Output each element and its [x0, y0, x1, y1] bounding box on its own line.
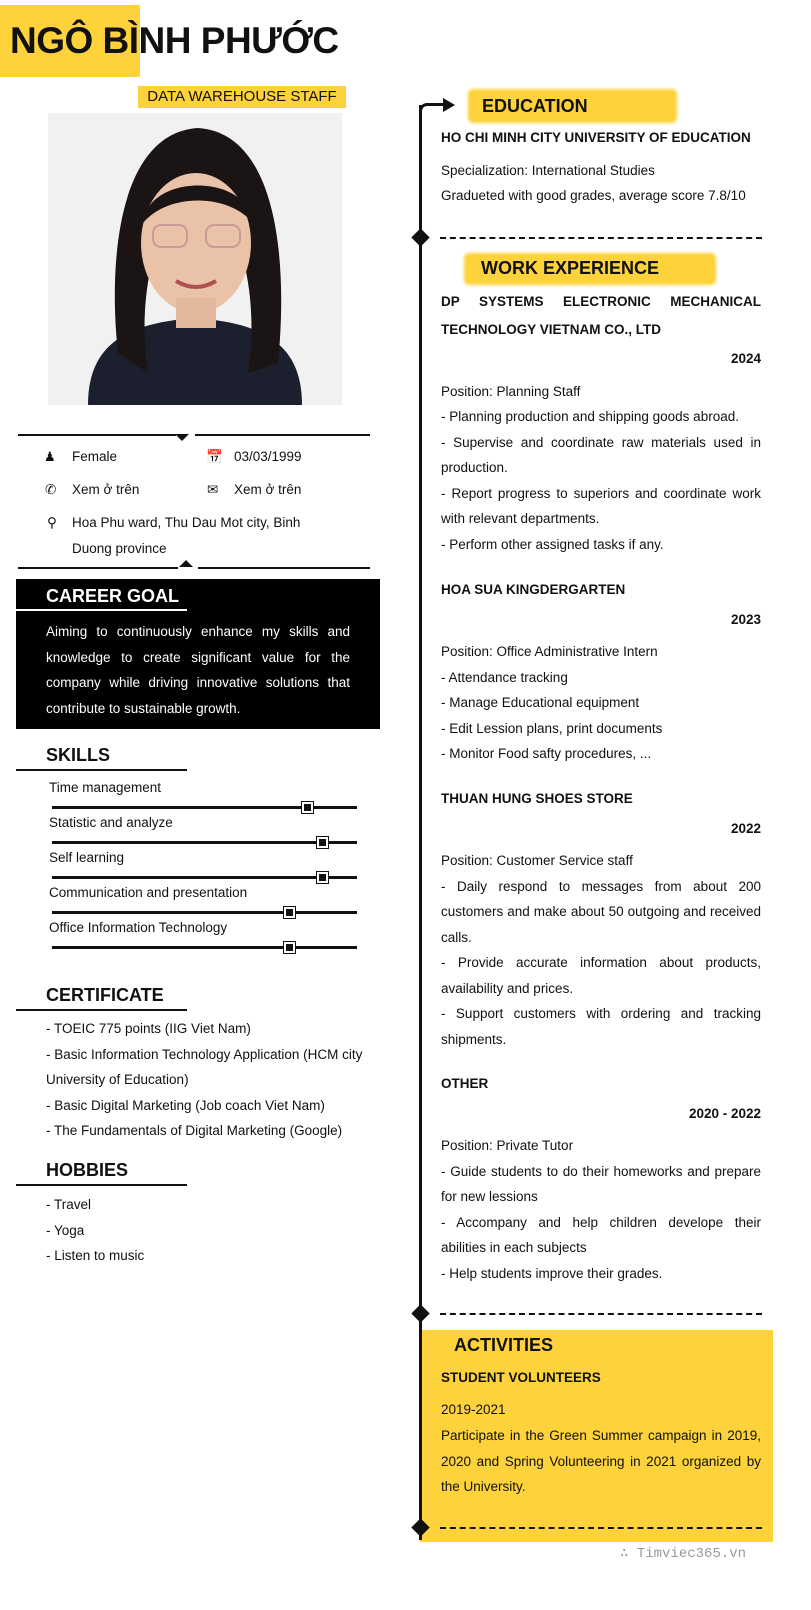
skill-name: Statistic and analyze	[49, 815, 173, 830]
job-task: - Guide students to do their homeworks and prepare for new lessions	[441, 1163, 761, 1204]
job-task: - Supervise and coordinate raw materials used in production.	[441, 434, 761, 475]
timeline-arrow-stem	[419, 103, 443, 115]
timeline-line	[419, 105, 422, 1540]
skill-level-marker	[284, 942, 295, 953]
company-name: THUAN HUNG SHOES STORE	[441, 791, 633, 806]
skill-bar	[52, 806, 357, 809]
job-task: - Support customers with ordering and tracking shipments.	[441, 1006, 761, 1047]
hobby-item: - Travel	[46, 1197, 92, 1212]
watermark: ∴ Timviec365.vn	[620, 1546, 747, 1562]
dashed-divider	[440, 237, 762, 239]
heading-underline	[16, 769, 187, 771]
certificate-item: - TOEIC 775 points (IIG Viet Nam)	[46, 1021, 251, 1036]
job-entry	[441, 786, 761, 1052]
arrow-right-icon	[443, 98, 455, 112]
divider	[18, 434, 176, 436]
dashed-divider	[440, 1313, 762, 1315]
certificate-item: - The Fundamentals of Digital Marketing (Google)	[46, 1123, 343, 1138]
school-name: HO CHI MINH CITY UNIVERSITY OF EDUCATION	[441, 130, 751, 145]
job-task: - Edit Lession plans, print documents	[441, 720, 663, 736]
activity-title: STUDENT VOLUNTEERS	[441, 1370, 601, 1385]
certificate-item: - Basic Information Technology Application (HCM city University of Education)	[46, 1046, 363, 1087]
profile-photo	[48, 113, 342, 405]
calendar-icon: 📅	[206, 449, 223, 464]
job-task: - Monitor Food safty procedures, ...	[441, 746, 652, 761]
hobby-item: - Listen to music	[46, 1248, 145, 1263]
job-task: - Provide accurate information about products, availability and prices.	[441, 955, 761, 996]
skill-level-marker	[317, 872, 328, 883]
triangle-up-icon	[179, 560, 193, 567]
job-entry	[441, 577, 761, 767]
job-year: 2023	[730, 611, 761, 627]
activity-period: 2019-2021	[441, 1402, 506, 1417]
education-line: Specialization: International Studies	[441, 163, 655, 178]
candidate-name: NGÔ BÌNH PHƯỚC	[10, 20, 339, 61]
work-heading: WORK EXPERIENCE	[481, 258, 660, 278]
job-task: - Manage Educational equipment	[441, 695, 640, 710]
divider	[195, 434, 370, 436]
company-name: OTHER	[441, 1076, 489, 1091]
job-title: DATA WAREHOUSE STAFF	[138, 86, 346, 108]
birthday: 03/03/1999	[234, 449, 302, 464]
divider	[198, 567, 370, 569]
career-goal-heading: CAREER GOAL	[46, 586, 180, 606]
job-task: - Accompany and help children develope their abilities in each subjects	[441, 1214, 761, 1255]
address: Hoa Phu ward, Thu Dau Mot city, Binh Duong province	[72, 515, 301, 556]
skill-level-marker	[284, 907, 295, 918]
hobbies-list	[46, 1192, 144, 1269]
career-goal-section	[16, 579, 380, 729]
skill-level-marker	[317, 837, 328, 848]
skill-bar	[52, 876, 357, 879]
company-name: DP SYSTEMS ELECTRONIC MECHANICAL TECHNOLOGY VIETNAM CO., LTD	[441, 294, 761, 337]
certificate-list	[46, 1016, 376, 1144]
job-year: 2022	[730, 820, 761, 836]
activities-heading: ACTIVITIES	[454, 1335, 554, 1355]
career-goal-text: Aiming to continuously enhance my skills and knowledge to create significant value for the company while driving innovative solutions that contribute to sustainable growth.	[46, 624, 350, 716]
job-entry	[441, 1071, 761, 1286]
email-icon: ✉	[207, 482, 219, 497]
certificate-item: - Basic Digital Marketing (Job coach Viet Nam)	[46, 1097, 325, 1113]
skill-bar	[52, 841, 357, 844]
job-position: Position: Customer Service staff	[441, 853, 633, 868]
diamond-icon	[411, 228, 429, 246]
activity-text: Participate in the Green Summer campaign in 2019, 2020 and Spring Volunteering in 2021 organized by the University.	[441, 1428, 761, 1494]
skill-name: Time management	[49, 780, 162, 795]
user-icon: ♟	[44, 449, 56, 464]
job-task: - Report progress to superiors and coordinate work with relevant departments.	[441, 485, 761, 526]
phone: Xem ở trên	[72, 482, 140, 497]
dashed-divider	[440, 1527, 762, 1529]
location-icon: ⚲	[47, 515, 57, 530]
skill-name: Self learning	[49, 850, 125, 865]
gender-row	[44, 444, 56, 470]
hobbies-heading: HOBBIES	[46, 1160, 129, 1180]
education-heading: EDUCATION	[482, 96, 588, 116]
job-task: - Attendance tracking	[441, 669, 568, 685]
job-position: Position: Planning Staff	[441, 383, 581, 399]
job-task: - Planning production and shipping goods abroad.	[441, 409, 739, 424]
skills-heading: SKILLS	[46, 745, 111, 765]
divider	[18, 567, 178, 569]
certificate-heading: CERTIFICATE	[46, 985, 164, 1005]
phone-icon: ✆	[45, 482, 57, 497]
triangle-down-icon	[175, 434, 189, 441]
skill-name: Office Information Technology	[49, 920, 228, 935]
job-year: 2024	[730, 351, 761, 366]
heading-underline	[16, 1009, 187, 1011]
skill-bar	[52, 946, 357, 949]
job-task: - Perform other assigned tasks if any.	[441, 536, 664, 552]
job-task: - Daily respond to messages from about 200 customers and make about 50 outgoing and received calls.	[441, 878, 761, 945]
job-position: Position: Private Tutor	[441, 1138, 574, 1153]
heading-underline	[16, 1184, 187, 1186]
hobby-item: - Yoga	[46, 1222, 85, 1238]
diamond-icon	[411, 1304, 429, 1322]
company-name: HOA SUA KINGDERGARTEN	[441, 582, 626, 597]
education-line: Gradueted with good grades, average score 7.8/10	[441, 188, 746, 203]
job-task: - Help students improve their grades.	[441, 1265, 663, 1281]
job-entry	[441, 288, 761, 557]
job-position: Position: Office Administrative Intern	[441, 644, 658, 659]
skill-level-marker	[302, 802, 313, 813]
skill-name: Communication and presentation	[49, 885, 248, 900]
email: Xem ở trên	[234, 482, 302, 497]
job-year: 2020 - 2022	[688, 1105, 761, 1121]
heading-underline	[16, 609, 187, 611]
skill-bar	[52, 911, 357, 914]
gender: Female	[72, 449, 118, 464]
